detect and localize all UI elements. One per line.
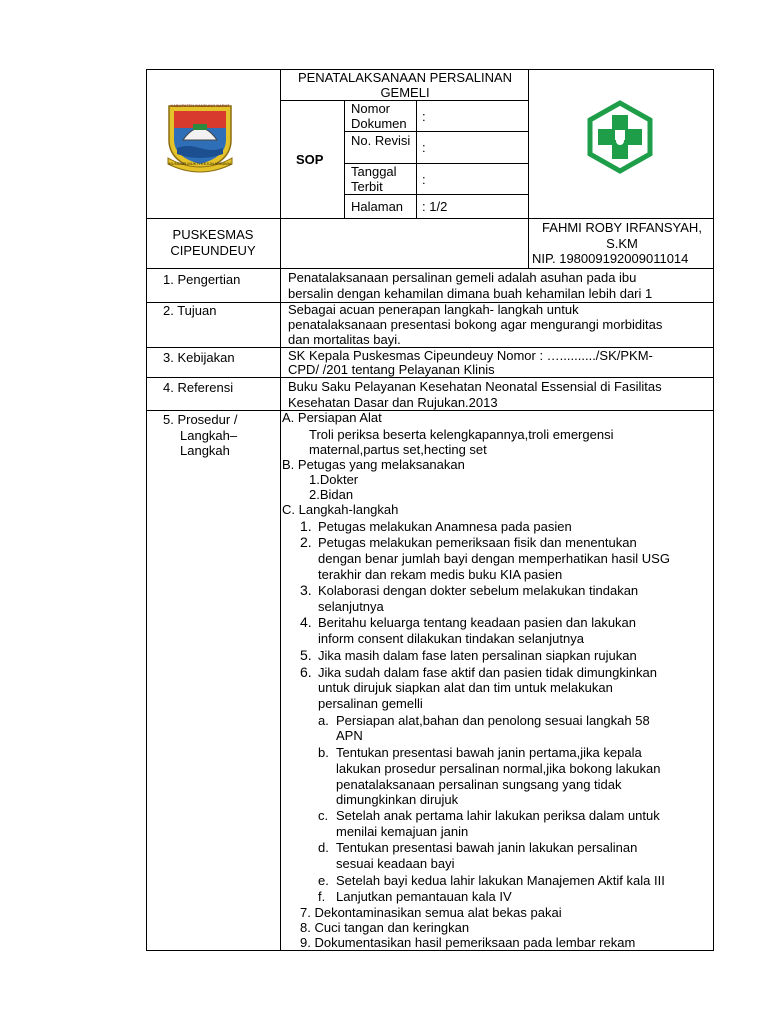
substep-letter: b.	[318, 745, 329, 760]
sop-label: SOP	[296, 152, 324, 167]
step-text: 9. Dokumentasikan hasil pemeriksaan pada lembar rekam	[300, 935, 636, 950]
field-value-nomor-dokumen: :	[422, 109, 426, 124]
procedure-heading-a: A. Persiapan Alat	[282, 410, 382, 425]
organization-name: PUSKESMAS CIPEUNDEUY	[170, 227, 256, 258]
substep-text: Persiapan alat,bahan dan penolong sesuai langkah 58	[336, 713, 650, 728]
field-value-halaman: : 1/2	[422, 199, 448, 214]
field-label-tanggal-terbit: Tanggal Terbit	[351, 164, 397, 194]
substep-letter: e.	[318, 873, 329, 888]
procedure-line: Troli periksa beserta kelengkapannya,troli emergensi	[309, 427, 614, 442]
document-title: PENATALAKSANAAN PERSALINAN GEMELI	[297, 70, 513, 100]
step-text: 7. Dekontaminasikan semua alat bekas pakai	[300, 905, 562, 920]
regency-crest-logo: KABUPATEN BANDUNG BARAT MUNDUR MUKTI KEJUN WIBAWA	[163, 100, 237, 174]
procedure-heading-c: C. Langkah-langkah	[282, 502, 399, 517]
section-content-line: SK Kepala Puskesmas Cipeundeuy Nomor : …........../SK/PKM-	[288, 348, 653, 363]
signer-nip: NIP. 198009192009011014	[532, 251, 689, 266]
field-value-no-revisi: :	[422, 140, 426, 155]
substep-text: sesuai keadaan bayi	[336, 856, 455, 871]
procedure-heading-b: B. Petugas yang melaksanakan	[282, 457, 465, 472]
substep-text: Setelah anak pertama lahir lakukan periksa dalam untuk	[336, 808, 660, 823]
step-text: Petugas melakukan Anamnesa pada pasien	[318, 519, 572, 534]
step-number: 5.	[300, 647, 312, 663]
crest-motto: MUNDUR MUKTI KEJUN WIBAWA	[168, 161, 232, 166]
section-content-line: CPD/ /201 tentang Pelayanan Klinis	[288, 362, 495, 377]
step-text: selanjutnya	[318, 599, 384, 614]
section-content-line: dan mortalitas bayi.	[288, 332, 401, 347]
substep-letter: f.	[318, 889, 326, 904]
step-text: Jika masih dalam fase laten persalinan siapkan rujukan	[318, 648, 637, 663]
substep-text: Lanjutkan pemantauan kala IV	[336, 889, 512, 904]
substep-text: penatalaksanaan persalinan sungsang yang tidak	[336, 777, 622, 792]
step-text: 8. Cuci tangan dan keringkan	[300, 920, 470, 935]
step-number: 2.	[300, 534, 312, 550]
step-text: persalinan gemelli	[318, 696, 423, 711]
section-label-prosedur: Langkah	[180, 443, 230, 458]
substep-text: lakukan prosedur persalinan normal,jika bokong lakukan	[336, 761, 661, 776]
substep-text: menilai kemajuan janin	[336, 824, 469, 839]
section-label-prosedur: Langkah–	[180, 428, 238, 443]
section-label-referensi: 4. Referensi	[163, 380, 234, 395]
step-text: Petugas melakukan pemeriksaan fisik dan menentukan	[318, 535, 637, 550]
section-content-line: bersalin dengan kehamilan dimana buah kehamilan lebih dari 1	[288, 286, 653, 301]
step-number: 6.	[300, 664, 312, 680]
substep-text: APN	[336, 728, 363, 743]
step-text: untuk dirujuk siapkan alat dan tim untuk melakukan	[318, 680, 613, 695]
field-label-nomor-dokumen: Nomor Dokumen	[351, 101, 407, 131]
section-label-prosedur: 5. Prosedur /	[163, 412, 238, 427]
procedure-line: maternal,partus set,hecting set	[309, 442, 487, 457]
section-content-line: penatalaksanaan presentasi bokong agar mengurangi morbiditas	[288, 317, 663, 332]
substep-text: Tentukan presentasi bawah janin pertama,jika kepala	[336, 745, 642, 760]
step-text: Jika sudah dalam fase aktif dan pasien tidak dimungkinkan	[318, 665, 657, 680]
step-number: 3.	[300, 582, 312, 598]
step-text: terakhir dan rekam medis buku KIA pasien	[318, 567, 563, 582]
procedure-line: 2.Bidan	[309, 487, 354, 502]
substep-letter: a.	[318, 713, 329, 728]
field-value-tanggal-terbit: :	[422, 172, 426, 187]
section-label-pengertian: 1. Pengertian	[163, 272, 241, 287]
section-content-line: Penatalaksanaan persalinan gemeli adalah asuhan pada ibu	[288, 270, 637, 285]
puskesmas-logo	[584, 100, 656, 174]
field-label-halaman: Halaman	[351, 199, 404, 214]
substep-text: Setelah bayi kedua lahir lakukan Manajemen Aktif kala III	[336, 873, 665, 888]
section-content-line: Kesehatan Dasar dan Rujukan.2013	[288, 395, 498, 410]
section-content-line: Buku Saku Pelayanan Kesehatan Neonatal Essensial di Fasilitas	[288, 379, 662, 394]
section-label-tujuan: 2. Tujuan	[163, 303, 217, 318]
field-label-no-revisi: No. Revisi	[351, 133, 411, 148]
substep-text: Tentukan presentasi bawah janin lakukan persalinan	[336, 840, 638, 855]
section-content-line: Sebagai acuan penerapan langkah- langkah untuk	[288, 302, 579, 317]
step-text: dengan benar jumlah bayi dengan memperhatikan hasil USG	[318, 551, 670, 566]
step-text: Beritahu keluarga tentang keadaan pasien dan lakukan	[318, 615, 637, 630]
step-number: 4.	[300, 614, 312, 630]
signer-name: FAHMI ROBY IRFANSYAH, S.KM	[542, 220, 702, 251]
substep-text: dimungkinkan dirujuk	[336, 792, 459, 807]
step-text: inform consent dilakukan tindakan selanjutnya	[318, 631, 584, 646]
section-label-kebijakan: 3. Kebijakan	[163, 350, 235, 365]
substep-letter: d.	[318, 840, 329, 855]
step-number: 1.	[300, 518, 312, 534]
procedure-line: 1.Dokter	[309, 472, 359, 487]
step-text: Kolaborasi dengan dokter sebelum melakukan tindakan	[318, 583, 639, 598]
substep-letter: c.	[318, 808, 329, 823]
